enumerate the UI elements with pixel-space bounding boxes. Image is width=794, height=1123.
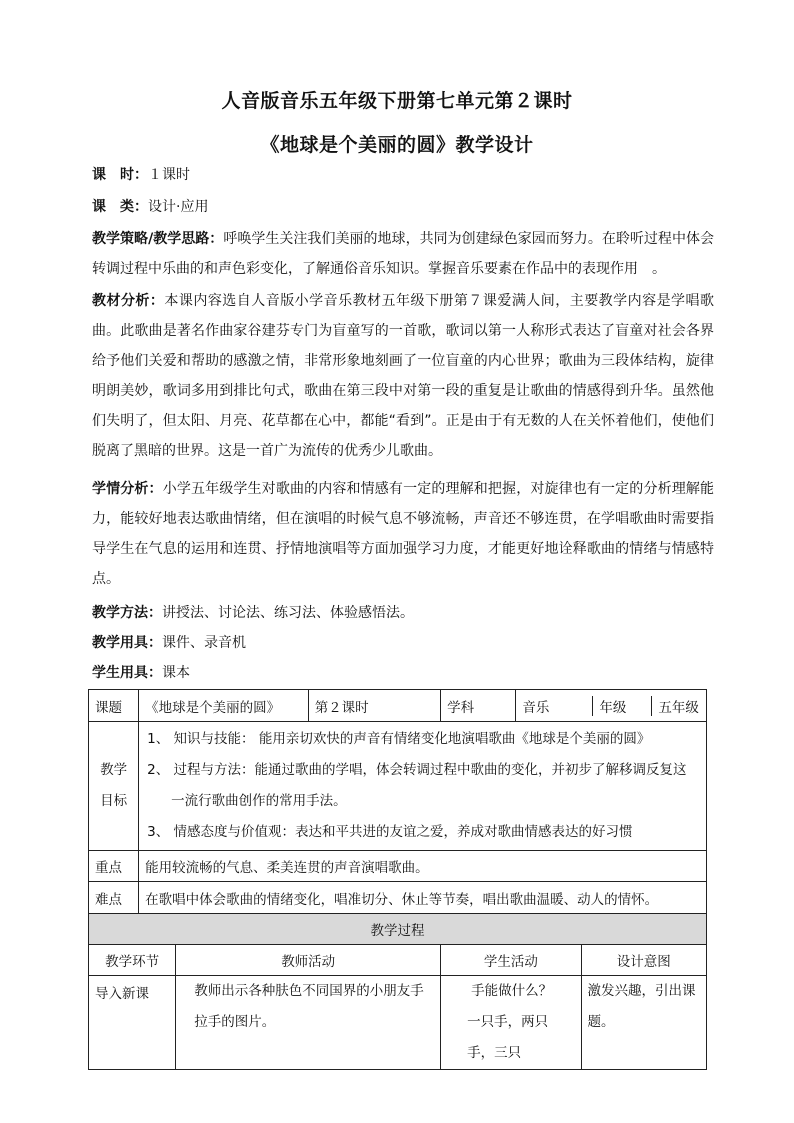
difficulty-label: 难点	[89, 882, 139, 914]
column-header-teacher: 教师活动	[176, 945, 441, 976]
type-line	[92, 192, 714, 222]
strategy-paragraph	[92, 224, 714, 284]
grade-value: 五年级	[658, 699, 699, 716]
column-header-intent: 设计意图	[581, 945, 706, 976]
intent-cell: 激发兴趣，引出课题。	[581, 976, 706, 1070]
table-row	[89, 914, 707, 945]
subject-grade-group	[516, 690, 707, 722]
student-line-2: 一只手，两只手，三只	[467, 1014, 549, 1061]
document-title: 人音版音乐五年级下册第七单元第２课时	[221, 90, 573, 112]
strategy-text: 呼唤学生关注我们美丽的地球，共同为创建绿色家园而努力。在聆听过程中体会转调过程中乐曲的和声色彩变化，了解通俗音乐知识。掌握音乐要素在作品中的表现作用 。	[92, 231, 714, 277]
difficulty-value: 在歌唱中体会歌曲的情绪变化，唱准切分、休止等节奏，唱出歌曲温暖、动人的情怀。	[139, 882, 707, 914]
table-row	[89, 976, 707, 1070]
student-tools-label: 学生用具：	[92, 665, 162, 681]
goal-item-1: 1、 知识与技能： 能用亲切欢快的声音有情绪变化地演唱歌曲《地球是个美丽的圆》	[147, 731, 651, 747]
material-text: 本课内容选自人音版小学音乐教材五年级下册第７课爱满人间，主要教学内容是学唱歌曲。此歌曲是著名作曲家谷建芬专门为盲童写的一首歌，歌词以第一人称形式表达了盲童对社会各界给予他们关爱和帮助的感激之情，非常形象地刻画了一位盲童的内心世界；歌曲为三段体结构，旋律明朗美妙，歌词多用到排比句式，歌曲在第三段中对第一段的重复是让歌曲的情感得到升华。虽然他们失明了，但太阳、月亮、花草都在心中，都能“看到”。正是由于有无数的人在关怀着他们，使他们脱离了黑暗的世界。这是一首广为流传的优秀少儿歌曲。	[92, 293, 715, 459]
period-line	[92, 160, 714, 190]
learner-text: 小学五年级学生对歌曲的内容和情感有一定的理解和把握，对旋律也有一定的分析理解能力，能较好地表达歌曲情绪，但在演唱的时候气息不够流畅，声音还不够连贯，在学唱歌曲时需要指导学生在气息的运用和连贯、抒情地演唱等方面加强学习力度，才能更好地诠释歌曲的情绪与情感特点。	[92, 481, 715, 587]
strategy-label: 教学策略/教学思路：	[92, 231, 224, 247]
student-cell	[441, 976, 581, 1070]
student-tools-line	[92, 658, 714, 688]
method-text: 讲授法、讨论法、练习法、体验感悟法。	[162, 605, 414, 621]
tools-text: 课件、录音机	[162, 635, 246, 651]
period-value: １课时	[148, 167, 190, 183]
column-header-student: 学生活动	[441, 945, 581, 976]
table-row	[89, 851, 707, 882]
type-label: 课 类：	[92, 199, 148, 215]
goal-item-2a: 2、 过程与方法：能通过歌曲的学唱，体会转调过程中歌曲的变化，并初步了解移调反复这	[147, 762, 687, 778]
learner-label: 学情分析：	[92, 481, 163, 497]
topic-label: 课题	[89, 690, 139, 722]
key-value: 能用较流畅的气息、柔美连贯的声音演唱歌曲。	[139, 851, 707, 882]
topic-value: 《地球是个美丽的圆》	[139, 690, 309, 722]
subject-label: 学科	[441, 690, 516, 722]
grade-label: 年级	[593, 696, 652, 716]
goal-item-2b: 一流行歌曲创作的常用手法。	[171, 793, 347, 809]
goals-label: 教学 目标	[89, 722, 139, 851]
table-header-row	[89, 945, 707, 976]
method-label: 教学方法：	[92, 605, 162, 621]
tools-label: 教学用具：	[92, 635, 162, 651]
type-value: 设计·应用	[148, 199, 209, 215]
student-tools-text: 课本	[162, 665, 190, 681]
material-label: 教材分析：	[92, 293, 165, 309]
teacher-cell: 教师出示各种肤色不同国界的小朋友手拉手的图片。	[176, 976, 441, 1070]
stage-cell: 导入新课	[89, 976, 176, 1070]
subject-grade-inner	[516, 696, 706, 716]
document-subtitle: 《地球是个美丽的圆》教学设计	[260, 134, 534, 156]
period-cell: 第２课时	[308, 690, 440, 722]
subject-value: 音乐	[516, 696, 593, 716]
learner-paragraph	[92, 474, 714, 594]
column-header-stage: 教学环节	[89, 945, 176, 976]
lesson-plan-table	[88, 689, 707, 1070]
goals-content	[139, 722, 707, 851]
goal-item-3: 3、 情感态度与价值观：表达和平共进的友谊之爱，养成对歌曲情感表达的好习惯	[147, 824, 633, 840]
material-paragraph	[92, 286, 714, 466]
key-label: 重点	[89, 851, 139, 882]
period-label: 课 时：	[92, 167, 148, 183]
table-row	[89, 690, 707, 722]
table-row	[89, 882, 707, 914]
process-header: 教学过程	[89, 914, 707, 945]
table-row	[89, 722, 707, 851]
method-line	[92, 598, 714, 628]
tools-line	[92, 628, 714, 658]
student-line-1: 手能做什么？	[471, 983, 553, 999]
